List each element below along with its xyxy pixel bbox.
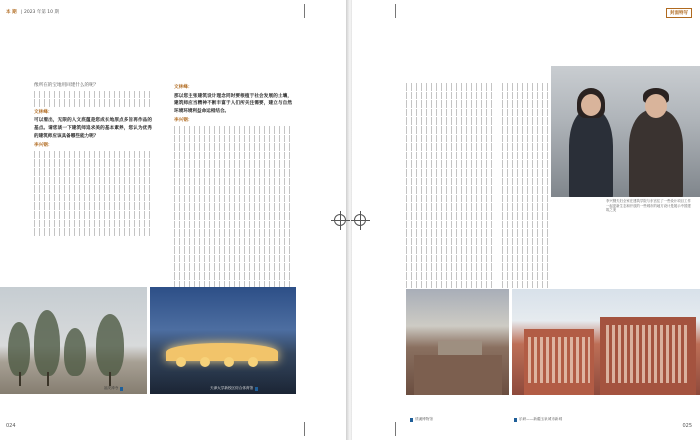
right-page xyxy=(352,0,700,440)
head xyxy=(645,94,667,118)
text-line-faded xyxy=(406,255,496,263)
text-line-faded xyxy=(174,135,292,143)
photo-caption xyxy=(104,386,123,391)
text-line-faded xyxy=(406,135,496,143)
caption-marker-icon xyxy=(514,418,517,422)
text-line-faded xyxy=(406,100,496,108)
speaker-label: 李兴钢： xyxy=(34,143,53,149)
speaker-label: 李兴钢： xyxy=(174,118,193,124)
text-line-faded xyxy=(174,255,292,263)
text-line-faded xyxy=(502,195,548,203)
text-line-faded xyxy=(502,100,548,108)
crop-mark xyxy=(395,4,396,18)
person-woman xyxy=(569,110,613,197)
light-ring xyxy=(200,357,210,367)
text-line-faded xyxy=(34,228,152,236)
text-line-faded xyxy=(174,126,292,134)
text-line-faded xyxy=(34,177,152,185)
text-line-faded xyxy=(502,221,548,229)
text-line-faded xyxy=(174,212,292,220)
caption-text: 福安禅寺 xyxy=(104,386,119,390)
speaker-label: 文林峰： xyxy=(34,109,53,115)
text-line-faded xyxy=(174,143,292,151)
text-line-faded xyxy=(502,92,548,100)
text-line-faded xyxy=(502,169,548,177)
text-line-faded xyxy=(406,186,496,194)
caption-text: 绩溪博物馆 xyxy=(415,417,433,421)
left-page-column-2 xyxy=(174,82,292,298)
text-line-faded xyxy=(174,272,292,280)
text-line-faded xyxy=(406,246,496,254)
text-line-faded xyxy=(502,178,548,186)
crop-mark xyxy=(395,422,396,436)
text-line-faded xyxy=(502,109,548,117)
text-line-faded xyxy=(34,168,152,176)
window-grid xyxy=(606,325,690,383)
header-section-label: 本 期 xyxy=(6,10,17,15)
text-line-faded xyxy=(406,263,496,271)
text-line-faded xyxy=(502,117,548,125)
trunk xyxy=(19,372,21,386)
text-line-faded xyxy=(502,186,548,194)
photo-caption xyxy=(210,386,258,391)
temple-photo xyxy=(0,287,147,394)
trunk xyxy=(109,372,111,386)
portrait-photo xyxy=(551,66,700,197)
text-line-faded xyxy=(174,186,292,194)
tree xyxy=(64,328,86,376)
light-ring xyxy=(224,357,234,367)
tree xyxy=(34,310,60,376)
text-line-faded xyxy=(502,160,548,168)
registration-mark xyxy=(354,214,366,226)
speaker-label: 文林峰： xyxy=(174,85,193,90)
text-line-faded xyxy=(174,203,292,211)
photo-caption xyxy=(410,417,433,422)
text-line-faded xyxy=(502,246,548,254)
text-line-faded xyxy=(406,126,496,134)
text-line-faded xyxy=(502,135,548,143)
text-line-faded xyxy=(406,212,496,220)
left-page-header xyxy=(6,9,59,15)
text-line-faded xyxy=(406,152,496,160)
text-line-faded xyxy=(406,92,496,100)
text-line-faded xyxy=(406,83,496,91)
text-line-faded xyxy=(502,143,548,151)
portrait-caption: 李兴钢夫妇全家在建筑学院与东宫住了一些设计项目工作一起更新生态和开放的一些城市的地方设计是展示中国建筑之美 xyxy=(606,199,691,213)
right-page-column-2 xyxy=(502,82,548,289)
text-line-faded xyxy=(406,238,496,246)
text-line-faded xyxy=(34,91,152,99)
stadium-photo xyxy=(150,287,296,394)
text-line-faded xyxy=(174,221,292,229)
text-line-faded xyxy=(406,143,496,151)
registration-mark xyxy=(334,214,346,226)
text-line-faded xyxy=(502,281,548,289)
text-line-faded xyxy=(174,195,292,203)
person-man xyxy=(629,110,683,197)
text-line-faded xyxy=(502,272,548,280)
trunk xyxy=(47,372,49,386)
text-line-faded xyxy=(406,117,496,125)
text-line-faded xyxy=(406,169,496,177)
page-number: 025 xyxy=(682,423,692,429)
text-line-faded xyxy=(34,159,152,167)
light-ring xyxy=(248,357,258,367)
text-line-faded xyxy=(174,263,292,271)
crop-mark xyxy=(304,422,305,436)
text-line-faded xyxy=(34,211,152,219)
tree xyxy=(96,314,124,376)
photo-caption xyxy=(514,417,562,422)
tree xyxy=(8,322,30,376)
text-line-faded xyxy=(174,229,292,237)
caption-marker-icon xyxy=(410,418,413,422)
text-line-faded xyxy=(174,169,292,177)
text-line-faded xyxy=(174,178,292,186)
right-page-header: 封面特写 xyxy=(666,8,692,18)
text-line-faded xyxy=(502,152,548,160)
caption-text: 天津大学新校区综合体育馆 xyxy=(210,386,254,390)
museum-photo xyxy=(406,289,509,395)
text-line-faded xyxy=(406,272,496,280)
text-line-faded xyxy=(406,221,496,229)
text-line-faded xyxy=(406,229,496,237)
text-line-faded xyxy=(174,238,292,246)
text-line-faded xyxy=(174,160,292,168)
building xyxy=(414,355,502,395)
text-line-faded xyxy=(502,238,548,246)
question-text: 可以看出，无限的人文底蕴是您成长地原点多旨再作品的基点。请您谈一下建筑师追求美的基本素养，您认为优秀的建筑师应该具备哪些能力呢？ xyxy=(34,118,152,139)
text-line-faded xyxy=(502,229,548,237)
text-line-faded xyxy=(502,126,548,134)
light-ring xyxy=(176,357,186,367)
text-line-faded xyxy=(502,212,548,220)
text-line-faded xyxy=(174,152,292,160)
text-line-faded xyxy=(502,255,548,263)
text-line-faded xyxy=(34,99,152,107)
text-line-faded xyxy=(502,83,548,91)
text-line-faded xyxy=(502,203,548,211)
text-line-faded xyxy=(406,195,496,203)
crop-mark xyxy=(304,4,305,18)
text-line-faded xyxy=(34,194,152,202)
left-page xyxy=(0,0,348,440)
text-line-faded xyxy=(502,263,548,271)
caption-marker-icon xyxy=(120,387,123,391)
building-top xyxy=(438,341,482,355)
text-line-faded xyxy=(174,246,292,254)
text-line-faded xyxy=(406,281,496,289)
text-line-faded xyxy=(406,109,496,117)
left-page-column-1 xyxy=(34,82,152,237)
head xyxy=(581,94,601,116)
caption-marker-icon xyxy=(255,387,258,391)
page-number: 024 xyxy=(6,423,16,429)
text-line-faded xyxy=(406,203,496,211)
caption-text: 乐研——新疆玉泉城市新城 xyxy=(519,417,563,421)
text-line: 像所在的宝地用回建什么的呢？ xyxy=(34,83,99,88)
text-line-faded xyxy=(34,185,152,193)
campus-photo xyxy=(512,289,700,395)
window-grid xyxy=(528,337,590,383)
text-line-faded xyxy=(406,178,496,186)
text-line-faded xyxy=(34,220,152,228)
question-text: 那以您主张建筑设计理念同时要根植于社会发展的土壤，建筑师应当精神不断丰富于人们所关注需要，建立与自然环境环境利益命运相结合。 xyxy=(174,93,292,114)
header-issue-label: | 2023 年第 10 期 xyxy=(21,10,59,15)
text-line-faded xyxy=(34,151,152,159)
right-page-column-1 xyxy=(406,82,496,289)
text-line-faded xyxy=(406,160,496,168)
text-line-faded xyxy=(34,202,152,210)
